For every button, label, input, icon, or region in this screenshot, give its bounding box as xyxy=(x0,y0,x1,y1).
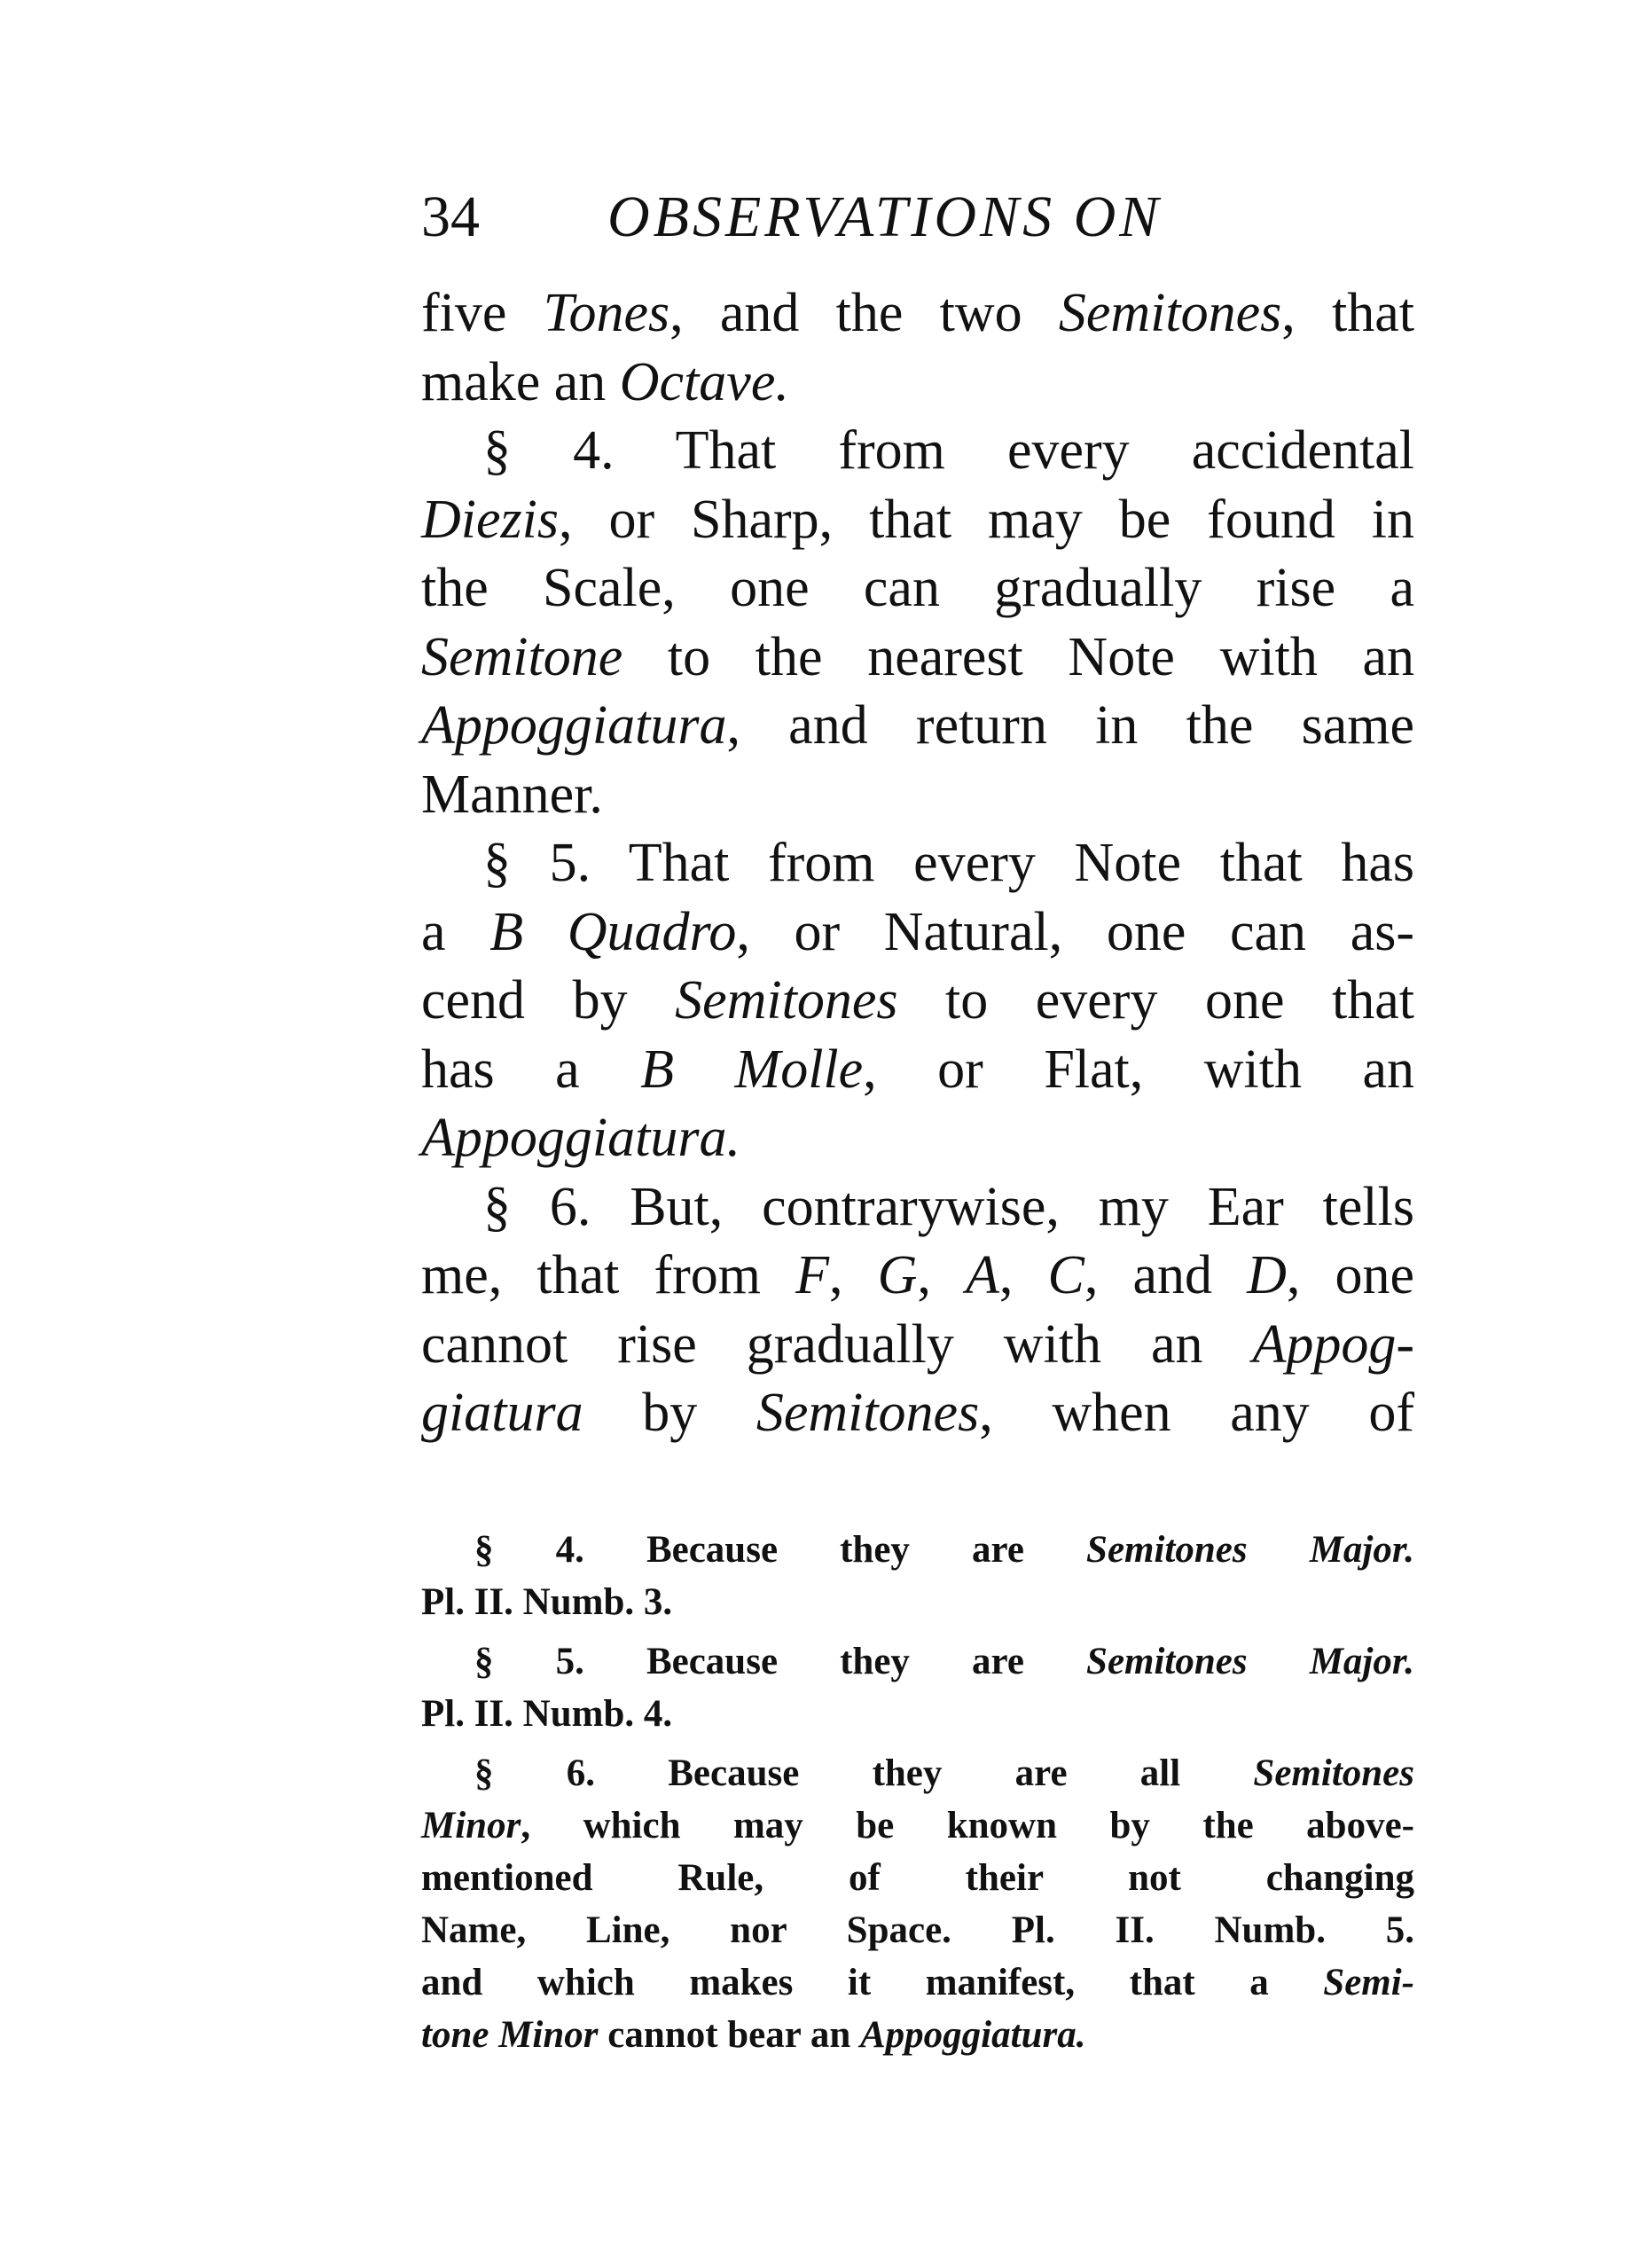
paragraph-1-line-1: five Tones, and the two Semitones, that xyxy=(421,283,1415,343)
page-header xyxy=(421,173,1414,262)
footnote-6-line-5: and which makes it manifest, that a Semi- xyxy=(421,1962,1414,2003)
paragraph-1-line-2: make an Octave. xyxy=(421,351,789,412)
section-4-line-2: Diezis, or Sharp, that may be found in xyxy=(421,489,1414,550)
footnote-4-line-1: § 4. Because they are Semitones Major. xyxy=(474,1529,1414,1571)
section-6-line-2: me, that from F, G, A, C, and D, one xyxy=(421,1245,1415,1305)
running-head: OBSERVATIONS ON xyxy=(607,184,1163,249)
section-5-line-5: Appoggiatura. xyxy=(421,1108,740,1168)
section-5-line-2: a B Quadro, or Natural, one can as- xyxy=(421,901,1415,962)
footnote-6-line-3: mentioned Rule, of their not changing xyxy=(421,1857,1414,1899)
section-4-line-1: § 4. That from every accidental xyxy=(483,420,1414,481)
section-5-line-1: § 5. That from every Note that has xyxy=(483,833,1414,893)
footnote-6-line-2: Minor, which may be known by the above- xyxy=(421,1805,1414,1846)
footnote-4-line-2: Pl. II. Numb. 3. xyxy=(421,1581,673,1623)
footnotes xyxy=(421,1524,1414,2061)
footnote-5-line-1: § 5. Because they are Semitones Major. xyxy=(474,1641,1414,1682)
footnote-6-line-4: Name, Line, nor Space. Pl. II. Numb. 5. xyxy=(421,1909,1414,1951)
section-4-line-3: the Scale, one can gradually rise a xyxy=(421,558,1414,618)
section-4-line-4: Semitone to the nearest Note with an xyxy=(421,626,1414,687)
main-text xyxy=(421,279,1414,1448)
section-6-line-3: cannot rise gradually with an Appog- xyxy=(421,1313,1414,1375)
section-6-line-4: giatura by Semitones, when any of xyxy=(421,1383,1414,1443)
footnote-5-line-2: Pl. II. Numb. 4. xyxy=(421,1693,673,1735)
section-5-line-4: has a B Molle, or Flat, with an xyxy=(421,1039,1415,1100)
section-4-line-5: Appoggiatura, and return in the same xyxy=(421,695,1414,756)
footnote-6-line-6: tone Minor cannot bear an Appoggiatura. xyxy=(421,2014,1086,2056)
section-4-line-6: Manner. xyxy=(421,764,603,825)
footnote-6-line-1: § 6. Because they are all Semitones xyxy=(474,1752,1414,1794)
page-number: 34 xyxy=(421,184,480,249)
section-6-line-1: § 6. But, contrarywise, my Ear tells xyxy=(483,1176,1414,1237)
section-5-line-3: cend by Semitones to every one that xyxy=(421,970,1414,1031)
